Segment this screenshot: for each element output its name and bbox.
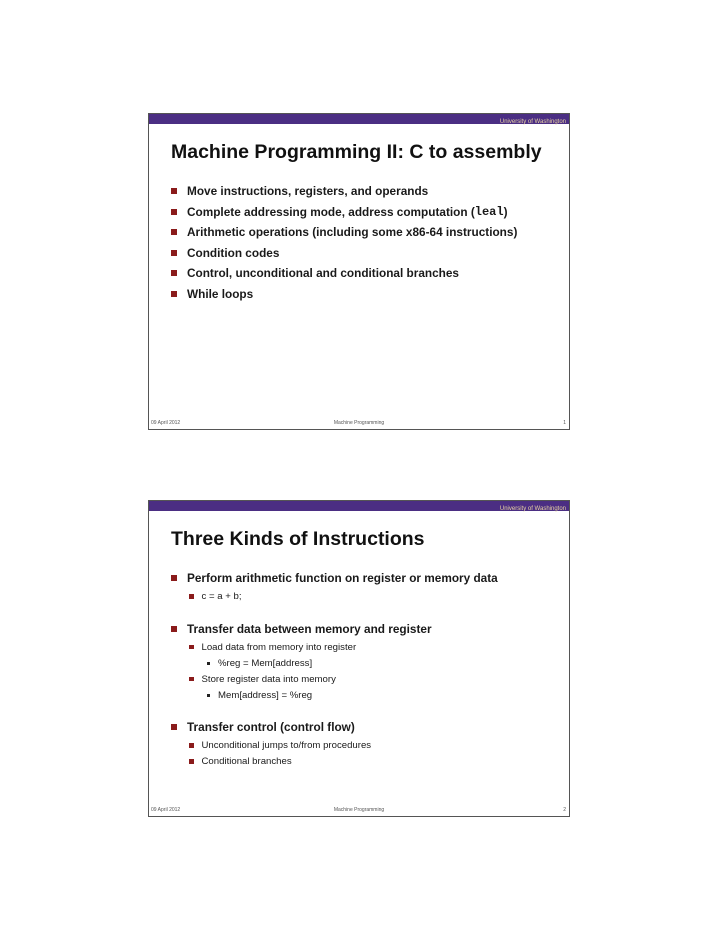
bullet-item: Arithmetic operations (including some x86-64 instructions) [171, 222, 563, 243]
footer-page-number: 1 [563, 420, 566, 426]
bullet-list [171, 568, 563, 770]
bullet-item: Complete addressing mode, address computation ( leal ) [171, 202, 563, 223]
bullet-square-icon [171, 209, 177, 215]
slide-title: Three Kinds of Instructions [171, 528, 425, 550]
sub-bullet-item: Conditional branches [189, 754, 563, 770]
bullet-square-icon [171, 229, 177, 235]
footer-date: 09 April 2012 [151, 807, 181, 813]
bullet-item: Control, unconditional and conditional branches [171, 263, 563, 284]
sub-sub-bullet-item: Mem[address] = %reg [207, 687, 563, 703]
code-leal: leal [474, 204, 504, 219]
sub-bullet-square-icon [189, 677, 194, 682]
bullet-square-icon [171, 250, 177, 256]
footer-course: Machine Programming [333, 420, 385, 426]
slide-1 [148, 113, 570, 430]
bullet-list [171, 181, 563, 304]
sub-bullet-square-icon [189, 759, 194, 764]
slide-title: Machine Programming II: C to assembly [171, 141, 542, 163]
bullet-item: Transfer data between memory and register [171, 619, 563, 640]
bullet-square-icon [171, 291, 177, 297]
sub-bullet-item: c = a + b; [189, 589, 563, 605]
bullet-square-icon [171, 724, 177, 730]
bullet-item: Condition codes [171, 243, 563, 264]
slide-footer [149, 419, 569, 428]
sub-bullet-square-icon [189, 743, 194, 748]
footer-date: 09 April 2012 [151, 420, 181, 426]
sub-bullet-item: Load data from memory into register [189, 639, 563, 655]
bullet-square-icon [171, 626, 177, 632]
footer-page-number: 2 [563, 807, 566, 813]
sub-sub-bullet-item: %reg = Mem[address] [207, 655, 563, 671]
bullet-square-icon [171, 575, 177, 581]
slide-footer [149, 806, 569, 815]
slide-2 [148, 500, 570, 817]
bullet-square-icon [171, 270, 177, 276]
slide-header-bar [149, 114, 569, 124]
university-label: University of Washington [499, 506, 566, 512]
slide-header-bar [149, 501, 569, 511]
bullet-square-icon [171, 188, 177, 194]
sub-sub-bullet-square-icon [207, 662, 210, 665]
bullet-item: While loops [171, 284, 563, 305]
sub-sub-bullet-square-icon [207, 694, 210, 697]
university-label: University of Washington [499, 119, 566, 125]
sub-bullet-item: Unconditional jumps to/from procedures [189, 738, 563, 754]
sub-bullet-square-icon [189, 645, 194, 650]
bullet-item: Move instructions, registers, and operands [171, 181, 563, 202]
bullet-item: Transfer control (control flow) [171, 717, 563, 738]
bullet-item: Perform arithmetic function on register or memory data [171, 568, 563, 589]
sub-bullet-square-icon [189, 594, 194, 599]
sub-bullet-item: Store register data into memory [189, 671, 563, 687]
footer-course: Machine Programming [333, 807, 385, 813]
